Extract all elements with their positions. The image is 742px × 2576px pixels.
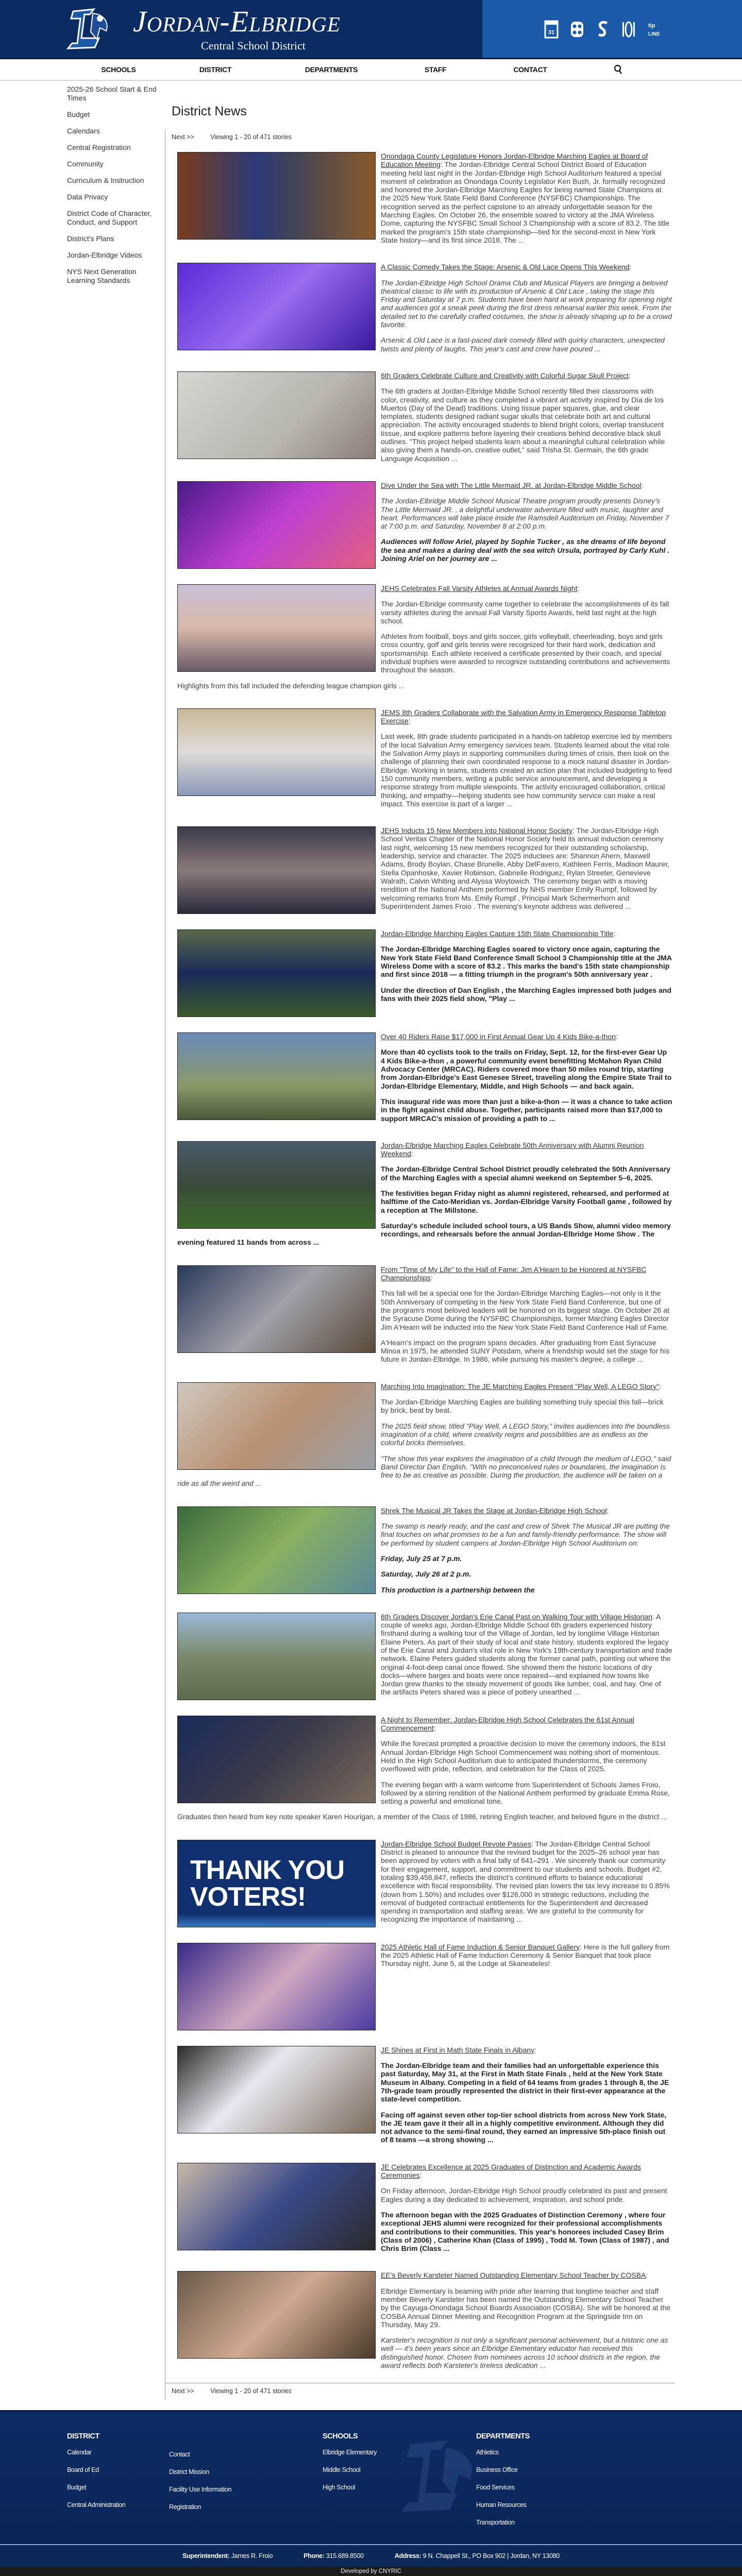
story-paragraph: Friday, July 25 at 7 p.m. [381, 1554, 462, 1563]
story-image[interactable] [177, 481, 376, 569]
story-paragraph: Saturday, July 26 at 2 p.m. [381, 1570, 471, 1579]
image-caption-text: THANK YOU VOTERS! [190, 1855, 345, 1912]
story-paragraph: The Jordan-Elbridge team and their families had an unforgettable experience this past Saturday, May 31, at the First in Math State Finals , held at the New York State Museum in Albany. Competing in a field of 64 teams from grades 1 through 8, the JE 7th-grade team proudly represented the district in their first-ever appearance at the state-level competition. [381, 2061, 669, 2104]
news-story [165, 2046, 675, 2151]
news-story [165, 1613, 675, 1704]
story-image[interactable] [177, 584, 376, 672]
story-image[interactable] [177, 2046, 376, 2133]
news-story [165, 2271, 675, 2377]
peachjar-icon[interactable] [621, 15, 636, 42]
story-paragraph: The Jordan-Elbridge High School Drama Club and Musical Players are bringing a beloved theatrical classic to life with its production of Arsenic & Old Lace , taking the stage this Friday and Saturday at 7 p.m. Students have been hard at work preparing for opening night and audiences got a sneak peek during the first dress rehearsal earlier this week. From the detailed set to the carefully crafted costumes, the show is already shaping up to be a crowd favorite. [381, 278, 672, 329]
story-image[interactable] [177, 371, 376, 459]
footer-link-athletics[interactable]: Athletics [476, 2449, 499, 2456]
story-image[interactable] [177, 1613, 376, 1700]
footer-link-calendar[interactable]: Calendar [67, 2449, 92, 2456]
footer-schools-heading: SCHOOLS [323, 2432, 358, 2441]
story-image[interactable] [177, 152, 376, 240]
story-paragraph: While the forecast prompted a proactive decision to move the ceremony indoors, the 61st Annual Jordan-Elbridge High School Commencement was nothing short of momentous. Held in the High School Auditorium due to anticipated thunderstorms, the ceremony overflowed with pride, reflection, and celebration for the Class of 2025. [381, 1739, 666, 1773]
footer-link-food-services[interactable]: Food Services [476, 2484, 515, 2492]
news-story [165, 1506, 675, 1601]
developed-by[interactable]: Developed by CNYRIC [0, 2567, 742, 2576]
story-lead: : [430, 1274, 433, 1282]
story-paragraph: The afternoon began with the 2025 Graduates of Distinction Ceremony , where four exceptional JEHS alumni were recognized for their professional accomplishments and contributions to their communities. This year's honorees included Casey Brim (Class of 2006) , Catherine Khan (Class of 1995) , Todd M. Town (Class of 1987) , and Chris Brim (Class ... [381, 2210, 669, 2253]
site-footer [0, 2410, 742, 2544]
story-lead: : [659, 1382, 662, 1391]
pagination-bottom [165, 2383, 675, 2395]
news-story [165, 708, 675, 815]
footer-departments-heading: DEPARTMENTS [476, 2432, 530, 2441]
sidebar-item-curriculum[interactable]: Curriculum & Instruction [67, 176, 144, 184]
next-page-link[interactable]: Next >> [172, 133, 194, 141]
site-subtitle: Central School District [201, 39, 306, 52]
news-story [165, 481, 675, 573]
app-grid-icon[interactable] [570, 15, 584, 42]
story-paragraph: Saturday's schedule included school tours, a US Bands Show, alumni video memory recordings, and rehearsals before the annual Jordan-Elbridge Home Show . The evening featured 11 bands from across ... [177, 1221, 671, 1247]
news-story [165, 2163, 675, 2260]
news-story [165, 371, 675, 470]
nav-staff[interactable]: STAFF [424, 65, 447, 74]
story-title-link[interactable]: JEHS Inducts 15 New Members into National Honor Society [381, 826, 572, 835]
story-paragraph: Athletes from football, boys and girls soccer, girls volleyball, cheerleading, boys and girls cross country, golf and girls tennis were recognized for their hard work, dedication and sportsmanship. Each athlete received a certificate presented by their coach, and special individual trophies were awarded to recognize outstanding contributions and achievements throughout the season. [381, 632, 670, 674]
sidebar-item-code-of-character[interactable]: District Code of Character, Conduct, and Support [67, 209, 152, 226]
footer-link-board-of-ed[interactable]: Board of Ed [67, 2466, 99, 2474]
news-feed [165, 129, 675, 2400]
story-lead: : [411, 1149, 413, 1158]
story-image[interactable] [177, 1141, 376, 1229]
story-lead: : [606, 1506, 609, 1515]
footer-district-heading: DISTRICT [67, 2432, 99, 2441]
story-paragraph: The Jordan-Elbridge Middle School Musical Theatre program proudly presents Disney's The Little Mermaid JR. , a delightful underwater adventure filled with music, laughter and heart. Performances will take place inside the Ramsdell Auditorium on Friday, November 7 at 7:00 p.m. and Saturday, November 8 at 2:00 p.m. [381, 497, 669, 531]
footer-link-registration[interactable]: Registration [169, 2503, 201, 2511]
story-lead: : A couple of weeks ago, Jordan-Elbridge Middle School 6th graders experienced history firsthand during a walking tour of the Village of Jordan, led by longtime Village Historian Elaine Peters. As part of their study of local and state history, students explored the legacy of the Erie Canal and Jordan's vital role in New York's 19th-century transportation and trade network. Elaine Peters guided students along the former canal path, pointing out where the original 4-foot-deep canal once flowed. She showed them the historic locations of dry docks—where barges and boats were once repaired—and explained how towns like Jordan grew thanks to the steady movement of goods like lumber, coal, and hay. One of the artifacts Peters shared was a piece of pottery unearthed ... [381, 1612, 672, 1697]
news-story [165, 826, 675, 918]
viewing-count: Viewing 1 - 20 of 471 stories [210, 2387, 292, 2395]
story-paragraph: The evening began with a warm welcome from Superintendent of Schools James Froio, followed by a stirring rendition of the National Anthem performed by graduate Emma Rose, setting a powerful and emotional tone. [381, 1780, 670, 1806]
superintendent-info: Superintendent: James R. Froio [182, 2552, 273, 2560]
eagle-logo-icon[interactable] [63, 7, 120, 50]
story-title-link[interactable]: JE Celebrates Excellence at 2025 Graduates of Distinction and Academic Awards Ceremonies [381, 2162, 641, 2180]
story-lead: : [577, 584, 580, 592]
story-paragraph: Arsenic & Old Lace is a fast-paced dark comedy filled with quirky characters, unexpected twists and plenty of laughs. This year's cast and crew have poured ... [381, 336, 665, 353]
sidebar-item-nys-standards[interactable]: NYS Next Generation Learning Standards [67, 267, 137, 284]
story-paragraph: Karsteter's recognition is not only a significant personal achievement, but a historic one as well — it's been years since an Elbridge Elementary educator has received this distinguished honor. Chosen from nominees across 10 school districts in the region, the award reflects both Karsteter's tireless dedication ... [381, 2336, 668, 2370]
story-image[interactable] [177, 1840, 376, 1927]
story-paragraph: The Jordan-Elbridge Central School District proudly celebrated the 50th Anniversary of the Marching Eagles with a special alumni weekend on September 5–6, 2025. [381, 1165, 670, 1182]
story-paragraph: The 6th graders at Jordan-Elbridge Middle School recently filled their classrooms with color, creativity, and culture as they completed a vibrant art activity inspired by Día de los Muertos (Day of the Dead) traditions. Using tissue paper squares, glue, and clear templates, students designed radiant sugar skulls that celebrate both art and cultural appreciation. The activity encouraged students to blend bright colors, overlap translucent tissue, and explore patterns before layering their creations behind decorative black skull outlines. "This project helped students learn about a meaningful cultural celebration while also giving them a hands-on, creative outlet," said Trisha St. Germain, the 6th grade Language Acquisition ... [381, 387, 665, 463]
news-story [165, 929, 675, 1021]
story-title-link[interactable]: 2025 Athletic Hall of Fame Induction & Senior Banquet Gallery [381, 1942, 580, 1951]
phone-info: Phone: 315.689.8500 [303, 2552, 364, 2560]
next-page-link[interactable]: Next >> [172, 2387, 194, 2395]
sidebar-item-districts-plans[interactable]: District's Plans [67, 234, 114, 243]
sidebar-item-calendars[interactable]: Calendars [67, 127, 100, 135]
story-image[interactable] [177, 1265, 376, 1353]
news-story [165, 1716, 675, 1828]
sidebar-item-data-privacy[interactable]: Data Privacy [67, 193, 108, 201]
svg-text:LINE: LINE [648, 31, 660, 37]
nav-contact[interactable]: CONTACT [513, 65, 547, 74]
schooltool-icon[interactable] [596, 15, 610, 42]
story-paragraph: A'Hearn's impact on the program spans decades. After graduating from East Syracuse Minoa in 1975, he attended SUNY Potsdam, where a friendship would set the stage for his future in Jordan-Elbridge. In 1986, while pursuing his master's degree, a college ... [381, 1338, 670, 1364]
story-image[interactable] [177, 1506, 376, 1594]
story-lead: : [613, 929, 616, 938]
story-image[interactable] [177, 826, 376, 914]
story-lead: : [646, 2271, 648, 2280]
address-info: Address: 9 N. Chappell St., PO Box 902 | Jordan, NY 13080 [394, 2552, 560, 2560]
sidebar-item-videos[interactable]: Jordan-Elbridge Videos [67, 251, 142, 259]
sidebar-item-budget[interactable]: Budget [67, 110, 90, 118]
nav-departments[interactable]: DEPARTMENTS [305, 65, 358, 74]
site-header [0, 0, 742, 59]
story-title-link[interactable]: 6th Graders Discover Jordan's Erie Canal Past on Walking Tour with Village Historian [381, 1612, 652, 1621]
news-story [165, 1141, 675, 1254]
footer-link-human-resources[interactable]: Human Resources [476, 2501, 527, 2509]
footer-link-contact[interactable]: Contact [169, 2451, 190, 2459]
story-lead: : The Jordan-Elbridge Central School District Board of Education meeting held last night in the Jordan-Elbridge High School Auditorium featured a special moment of celebration as Onondaga County Legislator Ken Bush, Jr. formally recognized and honored the Jordan-Elbridge Marching Eagles for being named State Champions at the 2025 New York State Field Band Conference (NYSFBC) Championships. The recognition served as the perfect capstone to an already unforgettable season for the Marching Eagles. On October 26, the ensemble soared to victory at the JMA Wireless Dome, capturing the NYSFBC Small School 3 Championship with a score of 83.2. The title marked the program's 15th state championship—tied for the second-most in New York State history—and its first since 2018. The ... [381, 160, 670, 244]
sidebar-item-community[interactable]: Community [67, 160, 104, 168]
story-lead: : [419, 2171, 422, 2180]
story-title-link[interactable]: Onondaga County Legislature Honors Jordan-Elbridge Marching Eagles at Board of Education Meeting [381, 152, 648, 169]
story-paragraph: On Friday afternoon, Jordan-Elbridge High School proudly celebrated its past and present Eagles during a day dedicated to achievement, inspiration, and school pride. [381, 2187, 667, 2204]
news-story [165, 1382, 675, 1495]
sidebar-item-central-registration[interactable]: Central Registration [67, 143, 131, 151]
story-image[interactable] [177, 263, 376, 350]
news-story [165, 263, 675, 360]
sidebar [0, 81, 165, 293]
story-title-link[interactable]: Over 40 Riders Raise $17,000 in First Annual Gear Up 4 Kids Bike-a-thon [381, 1032, 616, 1041]
story-paragraph: The Jordan-Elbridge Marching Eagles soared to victory once again, capturing the New York State Field Band Conference Small School 3 Championship title at the JMA Wireless Dome with a score of 83.2 . This marks the band's 15th state championship and first since 2018 — a fitting triumph in the program's 50th anniversary year . [381, 945, 672, 979]
story-lead: : [433, 1724, 436, 1733]
story-title-link[interactable]: Jordan-Elbridge Marching Eagles Celebrate 50th Anniversary with Alumni Reunion Weekend [381, 1141, 644, 1158]
story-paragraph: Graduates then heard from key note speaker Karen Hourigan, a member of the Class of 1986, retiring English teacher, and beloved figure in the district ... [177, 1812, 667, 1821]
story-lead: : [641, 481, 644, 489]
story-title-link[interactable]: JEHS Celebrates Fall Varsity Athletes at Annual Awards Night [381, 584, 578, 592]
footer-link-facility-use[interactable]: Facility Use Information [169, 2486, 231, 2494]
nav-district[interactable]: DISTRICT [199, 65, 232, 74]
footer-link-budget[interactable]: Budget [67, 2484, 87, 2492]
news-story [165, 1032, 675, 1130]
nav-schools[interactable]: SCHOOLS [101, 65, 136, 74]
story-lead: : [628, 371, 631, 380]
sidebar-item-start-end-times[interactable]: 2025-26 School Start & End Times [67, 85, 157, 102]
footer-link-transportation[interactable]: Transportation [476, 2519, 515, 2527]
story-title-link[interactable]: Marching Into Imagination: The JE Marching Eagles Present "Play Well, A LEGO Story" [381, 1382, 660, 1391]
story-paragraph: Last week, 8th grade students participated in a hands-on tabletop exercise led by members of the local Salvation Army emergency services team. Students learned about the vital role the Salvation Army plays in supporting communities during times of crisis, then took on the challenge of planning their own coordinated response to a mock natural disaster in Jordan-Elbridge. Working in teams, students created an action plan that included budgeting to feed 150 community members, writing a public service announcement, and developing a response strategy from multiple viewpoints. The activity encouraged collaboration, critical thinking, and empathy—helping students see how community service can make a real impact. This exercise is part of a larger ... [381, 732, 672, 808]
story-title-link[interactable]: 6th Graders Celebrate Culture and Creativity with Colorful Sugar Skull Project [381, 371, 629, 380]
news-story [165, 152, 675, 251]
story-paragraph: Under the direction of Dan English , the Marching Eagles impressed both judges and fans with their 2025 field show, "Play ... [381, 986, 671, 1003]
footer-link-central-admin[interactable]: Central Administration [67, 2501, 126, 2509]
story-lead: : The Jordan-Elbridge High School Veritas Chapter of the National Honor Society held its annual induction ceremony last night, welcoming 15 new members recognized for their outstanding scholarship, leadership, service and character. The 2025 inductees are: Shannon Ahern, Maxwell Adams, Brody Boylan, Chase Brunelle, Abby DelFavero, Kathleen Ferris, Madison Maurer, Stella Opanhoske, Xavier Robinson, Gabrielle Rodriguez, Rylan Streeter, Genevieve Walrath, Calvin Whiting and Alyssa Woytowich. The ceremony began with a moving rendition of the National Anthem performed by NHS member Emily Rumpf, followed by welcoming remarks from Ms. Emily Rumpf , Principal Mark Schermerhorn and Superintendent James Froio . The evening's keynote address was delivered ... [381, 826, 670, 910]
story-paragraph: Facing off against seven other top-tier school districts from across New York State, the JE team gave it their all in a highly competitive environment. Although they did not advance to the semi-final round, they earned an impressive 5th-place finish out of 8 teams —a strong showing ... [381, 2110, 667, 2144]
story-paragraph: The festivities began Friday night as alumni registered, rehearsed, and performed at halftime of the Cato-Meridian vs. Jordan-Elbridge Varsity Football game , followed by a reception at The Millstone. [381, 1189, 672, 1214]
main-content [165, 81, 675, 2400]
story-title-link[interactable]: A Classic Comedy Takes the Stage: Arsenic & Old Lace Opens This Weekend [381, 263, 630, 272]
footer-link-middle-school[interactable]: Middle School [323, 2466, 361, 2474]
story-paragraph: Audiences will follow Ariel, played by Sophie Tucker , as she dreams of life beyond the sea and makes a daring deal with the sea witch Ursula, portrayed by Carly Kuhl . Joining Ariel on her journey are ... [381, 537, 670, 563]
story-paragraph: The swamp is nearly ready, and the cast and crew of Shrek The Musical JR are putting the final touches on what promises to be a fun and family-friendly performance. The show will be performed by student campers at Jordan-Elbridge High School Auditorium on: [381, 1522, 670, 1547]
calendar-day: 31 [548, 29, 555, 36]
calendar-icon[interactable] [544, 15, 559, 42]
story-paragraph: The 2025 field show, titled "Play Well, A LEGO Story," invites audiences into the boundless imagination of a child, where creativity reigns and possibilities are as endless as the colorful bricks themselves. [381, 1421, 670, 1447]
footer-link-high-school[interactable]: High School [323, 2484, 356, 2492]
main-nav [0, 59, 742, 81]
story-lead: : Here is the full gallery from the 2025 Athletic Hall of Fame Induction Ceremony & Senior Banquet that took place Thursday night, June 5, at the Lodge at Skaneateles! [381, 1942, 670, 1968]
story-paragraph: This inaugural ride was more than just a bike-a-thon — it was a chance to take action in the fight against child abuse. Together, participants raised more than $17,000 to support MRCAC's mission of providing a path to ... [381, 1097, 672, 1123]
story-paragraph: "The show this year explores the imagination of a child through the medium of LEGO," said Band Director Dan English. "With no preconceived rules or boundaries, the imagination is free to be as creative as possible. During the production, the audience will be taken on a ride as all the weird and ... [177, 1454, 671, 1488]
story-image[interactable] [177, 2271, 376, 2359]
story-image[interactable] [177, 708, 376, 796]
story-lead: : [534, 2045, 536, 2054]
story-title-link[interactable]: From "Time of My Life" to the Hall of Fame: Jim A'Hearn to be Honored at NYSFBC Championships [381, 1265, 647, 1282]
story-lead: : [616, 1032, 618, 1041]
news-story [165, 1265, 675, 1371]
story-lead: : [408, 717, 411, 725]
story-title-link[interactable]: A Night to Remember: Jordan-Elbridge High School Celebrates the 61st Annual Commencement [381, 1715, 634, 1733]
story-title-link[interactable]: EE's Beverly Karsteter Named Outstanding Elementary School Teacher by COSBA [381, 2271, 646, 2280]
site-title[interactable]: Jordan-Elbridge [133, 5, 341, 38]
story-paragraph: This fall will be a special one for the Jordan-Elbridge Marching Eagles—not only is it the 50th Anniversary of competing in the New York State Field Band Conference, but one of the program's most beloved leaders will be honored on its biggest stage. On October 26 at the Syracuse Dome during the NYSFBC Championships, former Marching Eagles Director Jim A'Hearn will be inducted into the New York State Field Band Conference Hall of Fame. [381, 1289, 669, 1331]
story-image[interactable] [177, 1382, 376, 1470]
story-title-link[interactable]: JE Shines at First in Math State Finals in Albany [381, 2045, 535, 2054]
story-paragraph: The Jordan-Elbridge community came together to celebrate the accomplishments of its fall varsity athletes during the annual Fall Varsity Sports Awards, held last night at the high school. [381, 600, 669, 625]
page-title: District News [172, 104, 247, 118]
story-image[interactable] [177, 1943, 376, 2030]
footer-link-district-mission[interactable]: District Mission [169, 2468, 209, 2476]
story-title-link[interactable]: Jordan-Elbridge Marching Eagles Capture 15th State Championship Title [381, 929, 614, 938]
story-paragraph: The Jordan-Elbridge Marching Eagles are building something truly special this fall—brick by brick, beat by beat. [381, 1398, 664, 1415]
story-image[interactable] [177, 1032, 376, 1120]
footer-link-business-office[interactable]: Business Office [476, 2466, 518, 2474]
story-title-link[interactable]: Jordan-Elbridge School Budget Revote Passes [381, 1839, 531, 1848]
story-paragraph: Highlights from this fall included the defending league champion girls ... [177, 681, 405, 690]
news-story [165, 1840, 675, 1931]
search-icon[interactable] [614, 64, 623, 76]
story-lead: : The Jordan-Elbridge Central School District is pleased to announce that the revised budget for the 2025–26 school year has been approved by voters with a final tally of 641–291 . We sincerely thank our community for their engagement, support, and commitment to our students and schools. Budget #2, totaling $39,458,847, reflects the district's continued efforts to balance educational excellence with fiscal responsibility. The revised plan lowers the tax levy increase to 0.85% (down from 1.50%) and includes over $126,000 in strategic reductions, including the removal of budgeted contractual entitlements for the Superintendent and decreased spending in transportation and staffing areas. We are grateful to the community for recognizing the importance of maintaining ... [381, 1839, 670, 1924]
contact-bar [0, 2544, 742, 2567]
story-image[interactable] [177, 2163, 376, 2250]
story-paragraph: This production is a partnership between the [381, 1585, 535, 1594]
story-title-link[interactable]: Shrek The Musical JR Takes the Stage at Jordan-Elbridge High School [381, 1506, 607, 1515]
footer-link-elementary[interactable]: Elbridge Elementary [323, 2449, 377, 2456]
tipline-label: tip [648, 23, 655, 29]
tipline-icon[interactable] [647, 15, 662, 42]
story-image[interactable] [177, 929, 376, 1017]
story-title-link[interactable]: Dive Under the Sea with The Little Mermaid JR. at Jordan-Elbridge Middle School [381, 481, 642, 489]
story-image[interactable] [177, 1716, 376, 1803]
news-story [165, 584, 675, 697]
story-paragraph: Elbridge Elementary is beaming with pride after learning that longtime teacher and staff member Beverly Karsteter has been named the Outstanding Elementary School Teacher by the Cayuga-Onondaga School Boards Association (COSBA). She will be honored at the COSBA Annual Dinner Meeting and Recognition Program at the Springside Inn on Thursday, May 29. [381, 2286, 670, 2329]
story-paragraph: More than 40 cyclists took to the trails on Friday, Sept. 12, for the first-ever Gear Up 4 Kids Bike-a-thon , a powerful community event benefitting McMahon Ryan Child Advocacy Center (MRCAC). Riders covered more than 50 miles round trip, starting from Jordan-Elbridge's East Genesee Street, traveling along the Empire State Trail to Jordan-Elbridge Elementary, Middle, and High Schools — and back again. [381, 1048, 672, 1090]
story-lead: : [629, 263, 632, 272]
story-title-link[interactable]: JEMS 8th Graders Collaborate with the Salvation Army in Emergency Response Tabletop Exercise [381, 708, 666, 725]
pagination-top [165, 133, 675, 141]
viewing-count: Viewing 1 - 20 of 471 stories [210, 133, 292, 141]
news-story [165, 1943, 675, 2035]
